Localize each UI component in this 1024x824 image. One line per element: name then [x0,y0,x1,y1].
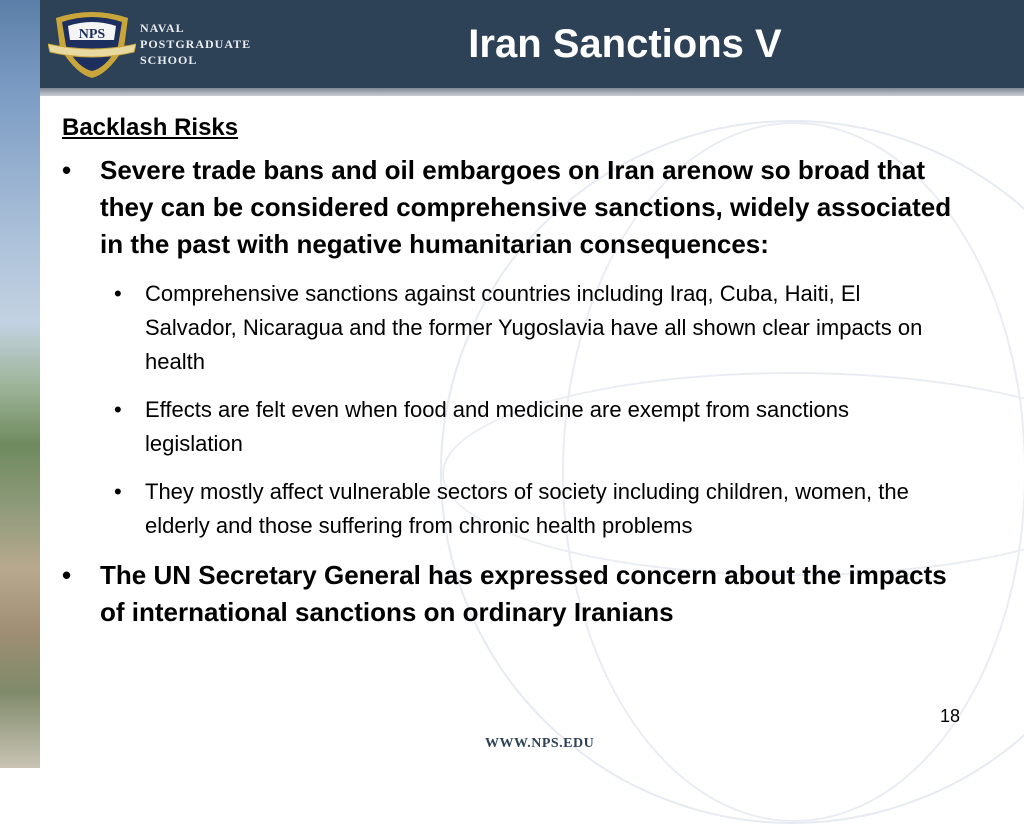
slide-title: Iran Sanctions V [468,22,782,66]
campus-photo-strip [0,0,40,768]
logo-text: NPS [78,27,106,42]
bullet-icon: • [114,479,122,504]
school-line: SCHOOL [140,53,198,67]
bullet-text: The UN Secretary General has expressed concern about the impacts of international sanctions on ordinary Iranians [100,560,947,627]
sub-bullet-item [62,277,945,379]
bullet-icon: • [114,281,122,306]
bullet-icon: • [114,397,122,422]
nps-crest-logo [48,8,136,80]
bullet-icon: • [62,560,72,590]
sub-bullet-text: Effects are felt even when food and medicine are exempt from sanctions legislation [145,397,849,456]
slide-body [62,112,962,631]
footer-url: WWW.NPS.EDU [485,736,595,751]
slide-header [40,0,1024,88]
bullet-item [62,557,962,631]
sub-bullet-text: They mostly affect vulnerable sectors of society including children, women, the elderly and those suffering from chronic health problems [145,479,909,538]
bullet-item [62,152,962,263]
bullet-icon: • [62,155,72,185]
section-heading: Backlash Risks [62,114,239,141]
sub-bullet-item [62,475,945,543]
header-divider [40,88,1024,96]
school-line: NAVAL [140,21,185,35]
sub-bullet-text: Comprehensive sanctions against countries including Iraq, Cuba, Haiti, El Salvador, Nicaragua and the former Yugoslavia have all shown clear impacts on health [145,281,923,374]
sub-bullet-list [62,277,962,543]
slide-number: 18 [940,706,961,726]
sub-bullet-item [62,393,945,461]
school-line: POSTGRADUATE [140,37,252,51]
bullet-text: Severe trade bans and oil embargoes on Iran arenow so broad that they can be considered comprehensive sanctions, widely associated in the past with negative humanitarian consequences: [100,155,952,259]
school-name [140,20,251,68]
